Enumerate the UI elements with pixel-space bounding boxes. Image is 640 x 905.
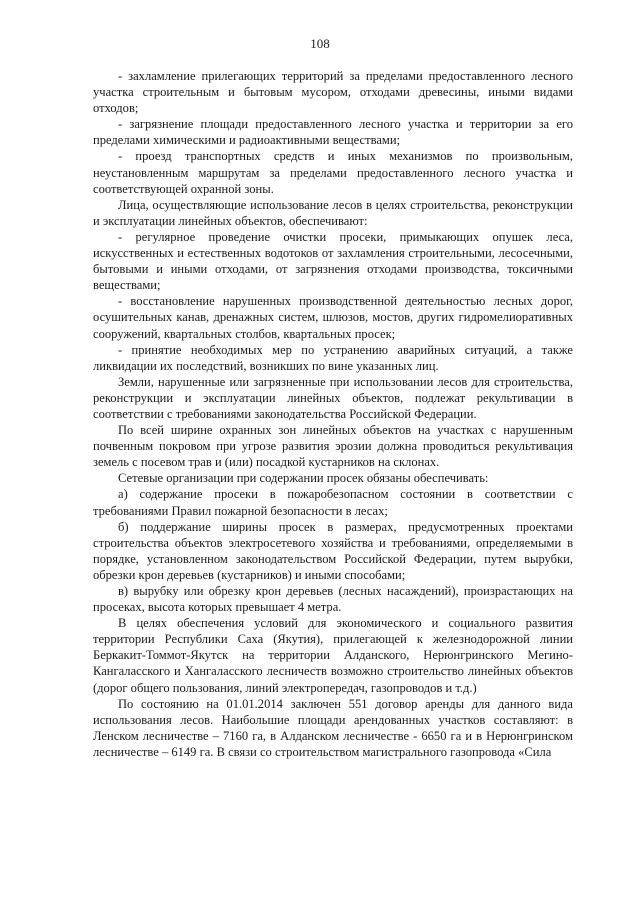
document-body bbox=[93, 68, 573, 760]
paragraph-land-reclamation: Земли, нарушенные или загрязненные при использовании лесов для строительства, реконструкции и эксплуатации линейных объектов, подлежат рекультивации в соответствии с требованиями законодательства Российской Федерации. bbox=[93, 374, 573, 421]
paragraph-waste-littering: - захламление прилегающих территорий за пределами предоставленного лесного участка строительным и бытовым мусором, отходами древесины, иными видами отходов; bbox=[93, 69, 573, 116]
paragraph-obligations-intro: Лица, осуществляющие использование лесов в целях строительства, реконструкции и эксплуатации линейных объектов, обеспечивают: bbox=[93, 197, 573, 228]
paragraph-erosion-reclamation: По всей ширине охранных зон линейных объектов на участках с нарушенным почвенным покровом при угрозе развития эрозии должна проводиться рекультивация земель с посевом трав и (или) посадкой кустарников на склонах. bbox=[93, 423, 573, 470]
paragraph-network-organizations: Сетевые организации при содержании просек обязаны обеспечивать: bbox=[118, 471, 489, 486]
paragraph-lease-statistics: По состоянию на 01.01.2014 заключен 551 договор аренды для данного вида использования лесов. Наибольшие площади арендованных участков составляют: в Ленском лесничестве – 7160 га, в Алданском лесничестве - 6650 га и в Нерюнгринском лесничестве – 6149 га. В связи со строительством магистрального газопровода «Сила bbox=[93, 696, 573, 759]
paragraph-chemical-pollution: - загрязнение площади предоставленного лесного участка и территории за его пределами химическими и радиоактивными веществами; bbox=[93, 117, 573, 148]
paragraph-development-conditions: В целях обеспечения условий для экономического и социального развития территории Республики Саха (Якутия), прилегающей к железнодорожной линии Беркакит-Томмот-Якутск на территории Алданского, Нерюнгринского Мегино-Кангаласского и Хангаласского лесничеств возможно строительство линейных объектов (дорог общего пользования, линий электропередач, газопроводов и т.д.) bbox=[93, 616, 573, 695]
paragraph-item-b: б) поддержание ширины просек в размерах, предусмотренных проектами строительства объектов электросетевого хозяйства и требованиями, определяемыми в порядке, установленном законодательством Российской Федерации, путем вырубки, обрезки крон деревьев (кустарников) и иными способами; bbox=[93, 519, 573, 582]
paragraph-clearing-maintenance: - регулярное проведение очистки просеки, примыкающих опушек леса, искусственных и естественных водотоков от захламления строительными, лесосечными, бытовыми и иными отходами, от загрязнения отходами производства, токсичными веществами; bbox=[93, 229, 573, 293]
page-number: 108 bbox=[310, 36, 330, 51]
paragraph-emergency-measures: - принятие необходимых мер по устранению аварийных ситуаций, а также ликвидации их последствий, возникших по вине указанных лиц. bbox=[93, 342, 573, 373]
paragraph-item-a: а) содержание просеки в пожаробезопасном состоянии в соответствии с требованиями Правил пожарной безопасности в лесах; bbox=[93, 487, 573, 518]
paragraph-infrastructure-restoration: - восстановление нарушенных производственной деятельностью лесных дорог, осушительных канав, дренажных систем, шлюзов, мостов, других гидромелиоративных сооружений, квартальных столбов, квартальных просек; bbox=[93, 294, 573, 341]
paragraph-vehicle-passage: - проезд транспортных средств и иных механизмов по произвольным, неустановленным маршрутам за пределами предоставленного лесного участка и соответствующей охранной зоны. bbox=[93, 149, 573, 196]
paragraph-item-c: в) вырубку или обрезку крон деревьев (лесных насаждений), произрастающих на просеках, высота которых превышает 4 метра. bbox=[93, 584, 573, 615]
